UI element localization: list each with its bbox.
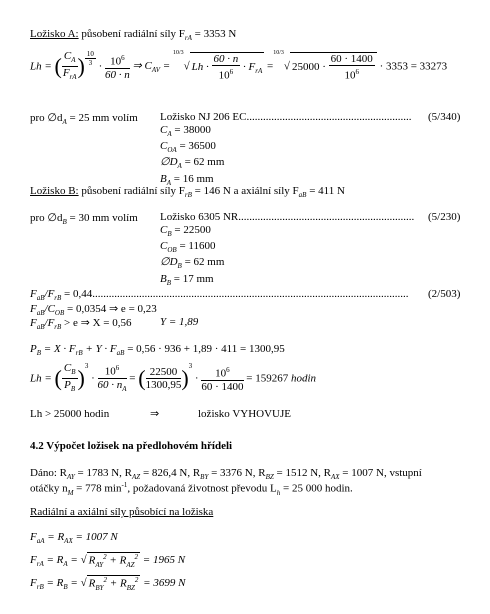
verdict-condition: Lh > 25000 hodin (30, 408, 110, 420)
bearing-b-params (160, 224, 224, 289)
bearing-b-cb: $C_B = 22500$ (160, 224, 211, 239)
section-b-title: Ložisko B: působení radiální síly $F_{rB} = 146$ N a axiální síly $F_{aB} = 411$ N (30, 185, 345, 200)
force-frb: $F_{rB} = R_B$ = √ $R_{BY}^2 + R_{BZ}^2 = 3699$ N (30, 576, 186, 592)
section-b-heading: Ložisko B: (30, 185, 79, 197)
bearing-b-name: Ložisko 6305 NR................................................................ (160, 211, 415, 223)
verdict-result: ložisko VYHOVUJE (198, 408, 291, 420)
pb-equation: $P_B = X \cdot F_{rB} + Y \cdot F_{aB} = 0,56 \cdot 936 + 1,89 \cdot 411 = 1300,95$ (30, 343, 285, 358)
bearing-b-ref: (5/230) (428, 211, 461, 223)
formula-lh-a: Lh = ( $\frac{C_A}{F_{rA}}$ ) $\frac{10}{3}$ · $\frac{10^6}{60 \cdot n}$ ⇒ $C_{AV} = ^{10/3}√$ Lh · $\frac{60 \cdot n}{10^6}$ · $F_{rA} =^{10/3}√$ 25000 · $\frac{60 \cdot 1400}{10^6}$ · 3353 = 33273 (30, 50, 448, 82)
bearing-a-ref: (5/340) (428, 111, 461, 123)
section-a-heading: Ložisko A: (30, 28, 79, 40)
bearing-a-name: Ložisko NJ 206 EC............................................................ (160, 111, 412, 123)
given-line-2: otáčky $n_M = 778$ $\min^{-1}$, požadovaná životnost převodu $L_h = 25$ 000 hodin. (30, 481, 353, 497)
section-4-2-title: 4.2 Výpočet ložisek na předlohovém hřídeli (30, 440, 233, 452)
bearing-a-coa: $C_{OA} = 36500$ (160, 140, 216, 155)
formula-lh-b: Lh = ( $\frac{C_B}{P_B}$ )$^3$ · $\frac{10^6}{60 \cdot n_A}$ = ( $\frac{22500}{1300,95}$ )$^3$ · $\frac{10^6}{60 \cdot 1400}$ = 159267 hodin (30, 362, 317, 394)
ratio-3: $F_{aB}/F_{rB} > e$ ⇒ X = 0,56 (30, 317, 132, 332)
bearing-b-cob: $C_{OB} = 11600$ (160, 240, 216, 255)
bearing-a-pro: pro $\emptyset d_A = 25$ mm volím (30, 112, 138, 127)
bearing-b-db: $\emptyset D_B = 62$ mm (160, 256, 225, 271)
verdict-arrow: ⇒ (150, 408, 160, 420)
ratio-1: $F_{aB}/F_{rB} = 0,44$................................................................................................................... (30, 288, 409, 303)
bearing-a-params (160, 124, 224, 189)
bearing-a-da: $\emptyset D_A = 62$ mm (160, 156, 225, 171)
forces-subheading: Radiální a axiální síly působící na ložiska (30, 506, 214, 518)
force-faa: $F_{aA} = R_{AX} = 1007$ N (30, 531, 118, 546)
force-fra: $F_{rA} = R_A$ = √ $R_{AY}^2 + R_{AZ}^2 = 1965$ N (30, 553, 186, 569)
bearing-b-pro: pro $\emptyset d_B = 30$ mm volím (30, 212, 138, 227)
ratio-1-ref: (2/503) (428, 288, 461, 300)
bearing-b-bb: $B_B = 17$ mm (160, 272, 214, 287)
ratio-2: $F_{aB}/C_{OB} = 0,0354$ ⇒ e = 0,23 (30, 303, 157, 318)
ratio-3-y: Y = 1,89 (160, 316, 199, 328)
bearing-a-ca: $C_A = 38000$ (160, 124, 211, 139)
bearing-a-ba: $B_A = 16$ mm (160, 172, 214, 187)
given-line-1: Dáno: $R_{AY} = 1783$ N, $R_{AZ} = 826,4$ N, $R_{BY} = 3376$ N, $R_{BZ} = 1512$ N, $R_{AX} = 1007$ N, vstupní (30, 467, 422, 482)
section-a-title: Ložisko A: působení radiální síly $F_{rA} = 3353$ N (30, 28, 237, 43)
